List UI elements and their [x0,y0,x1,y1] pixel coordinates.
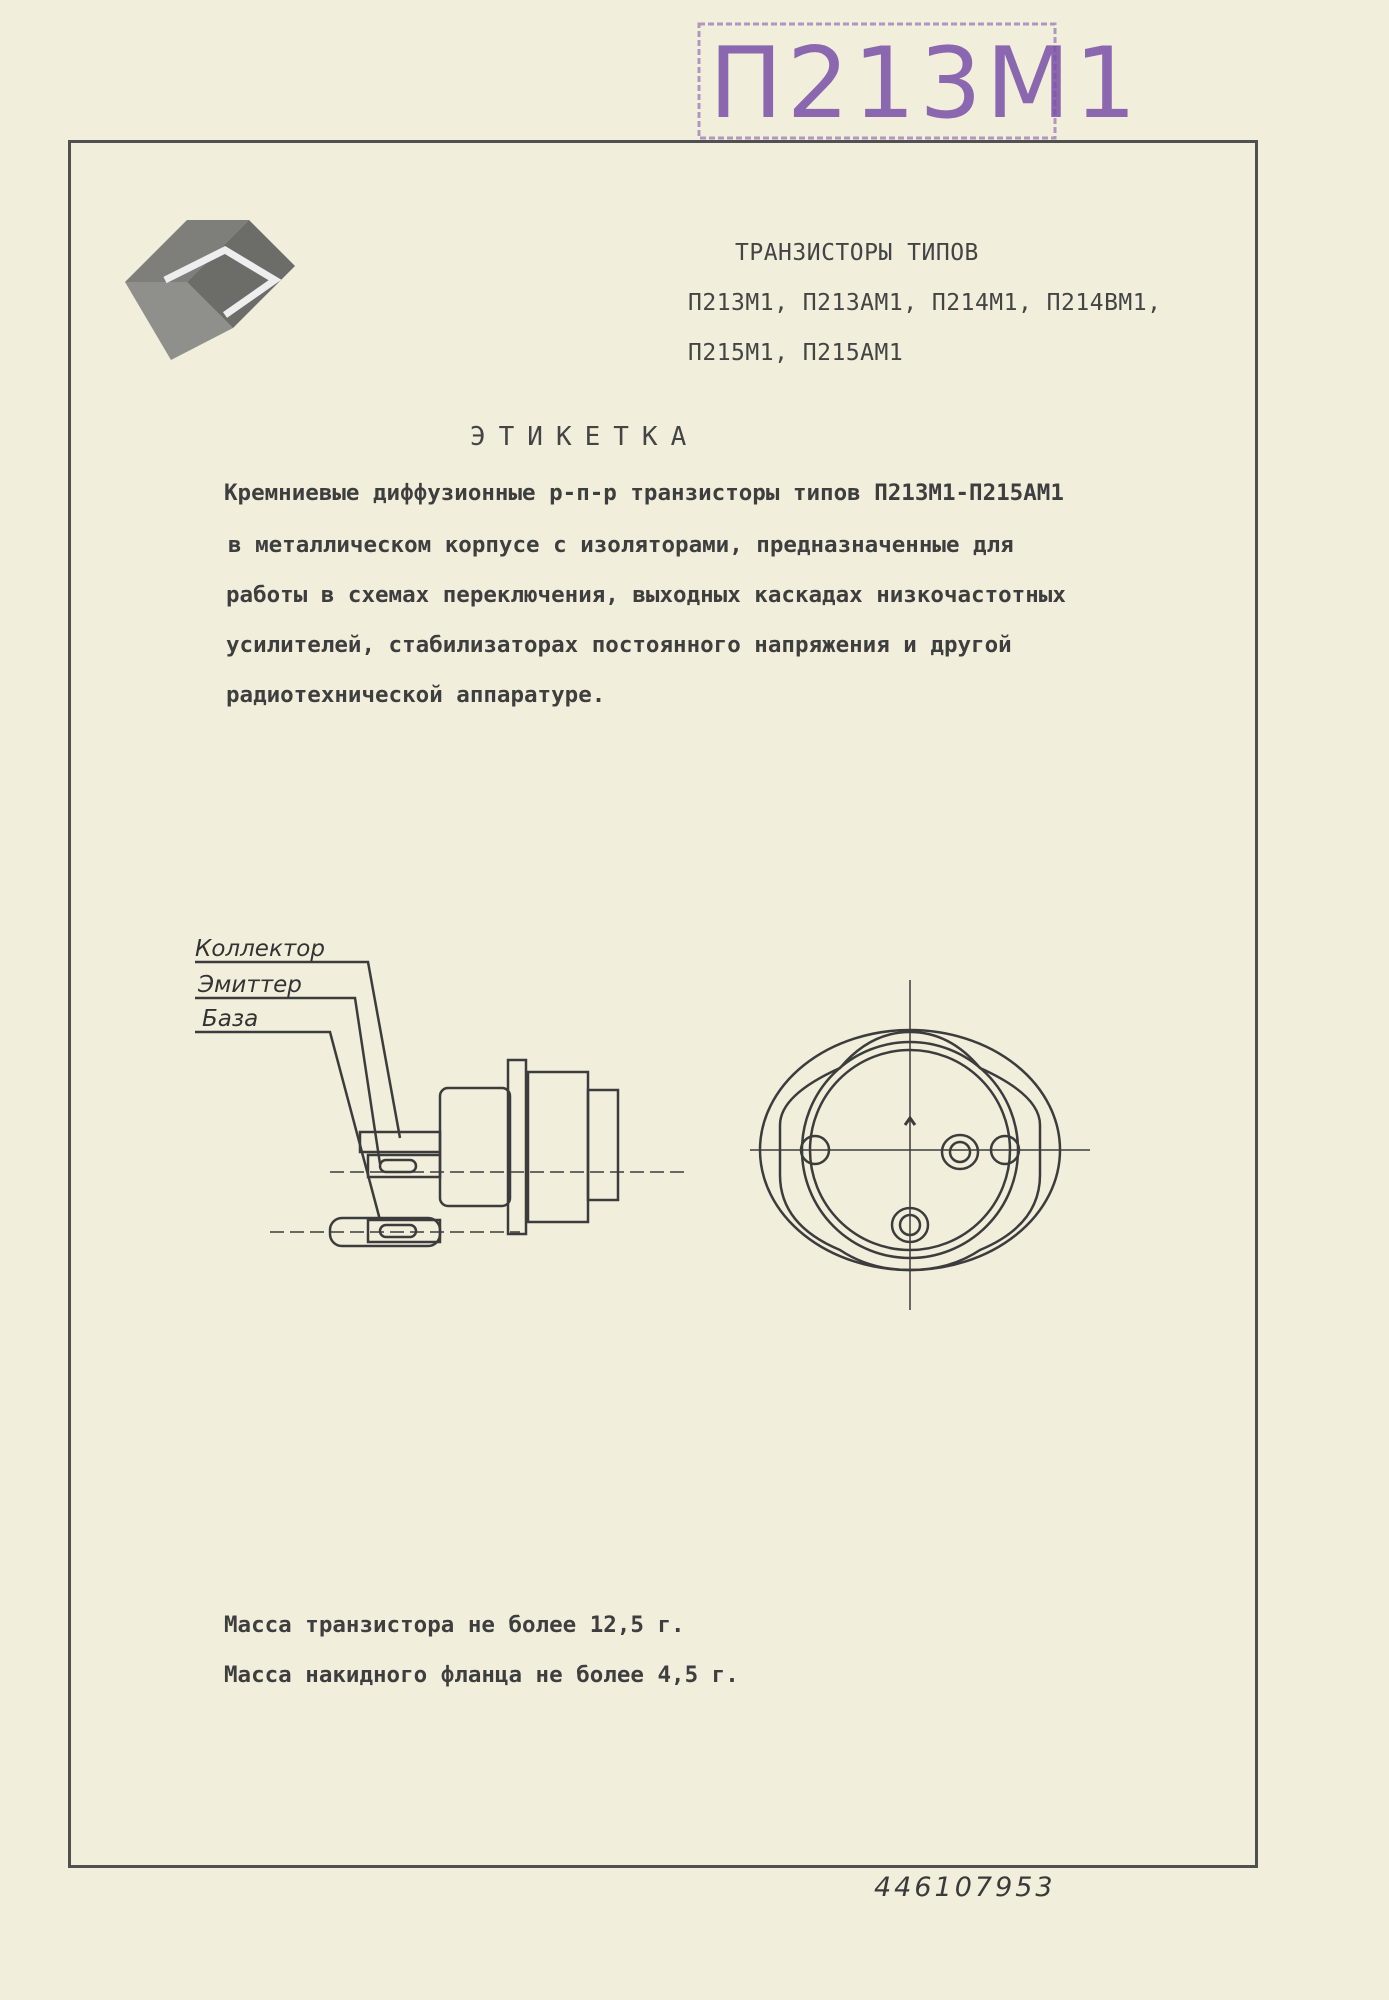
description-line: Кремниевые диффузионные р-п-р транзисторы типов П213М1-П215АМ1 [224,480,1064,506]
label-emitter: Эмиттер [198,972,302,998]
emitter-leader [325,998,380,1164]
label-heading: ЭТИКЕТКА [470,422,700,452]
transistor-drawing [150,920,1170,1360]
serial-number: 446107953 [874,1872,1056,1903]
header-title: ТРАНЗИСТОРЫ ТИПОВ [735,240,979,266]
stamp-text: П213М1 [709,27,1141,141]
header-types-line-1: П213М1, П213АМ1, П214М1, П214ВМ1, [688,290,1162,316]
header-types-line-2: П215М1, П215АМ1 [688,340,904,366]
stamp [697,22,1141,141]
label-collector: Коллектор [195,936,325,962]
description-line: радиотехнической аппаратуре. [226,682,606,708]
base-leader [310,1032,380,1220]
transistor-can-side [528,1072,588,1222]
description-line: усилителей, стабилизаторах постоянного напряжения и другой [226,632,1012,658]
mass-flange: Масса накидного фланца не более 4,5 г. [224,1662,739,1688]
collector-leader [338,962,400,1138]
description-line: в металлическом корпусе с изоляторами, предназначенные для [228,532,1014,558]
manufacturer-logo [125,220,295,360]
label-base: База [202,1006,259,1032]
transistor-cap-side [440,1088,510,1206]
description-line: работы в схемах переключения, выходных каскадах низкочастотных [226,582,1066,608]
pin-emitter-top [942,1135,978,1169]
mass-transistor: Масса транзистора не более 12,5 г. [224,1612,685,1638]
